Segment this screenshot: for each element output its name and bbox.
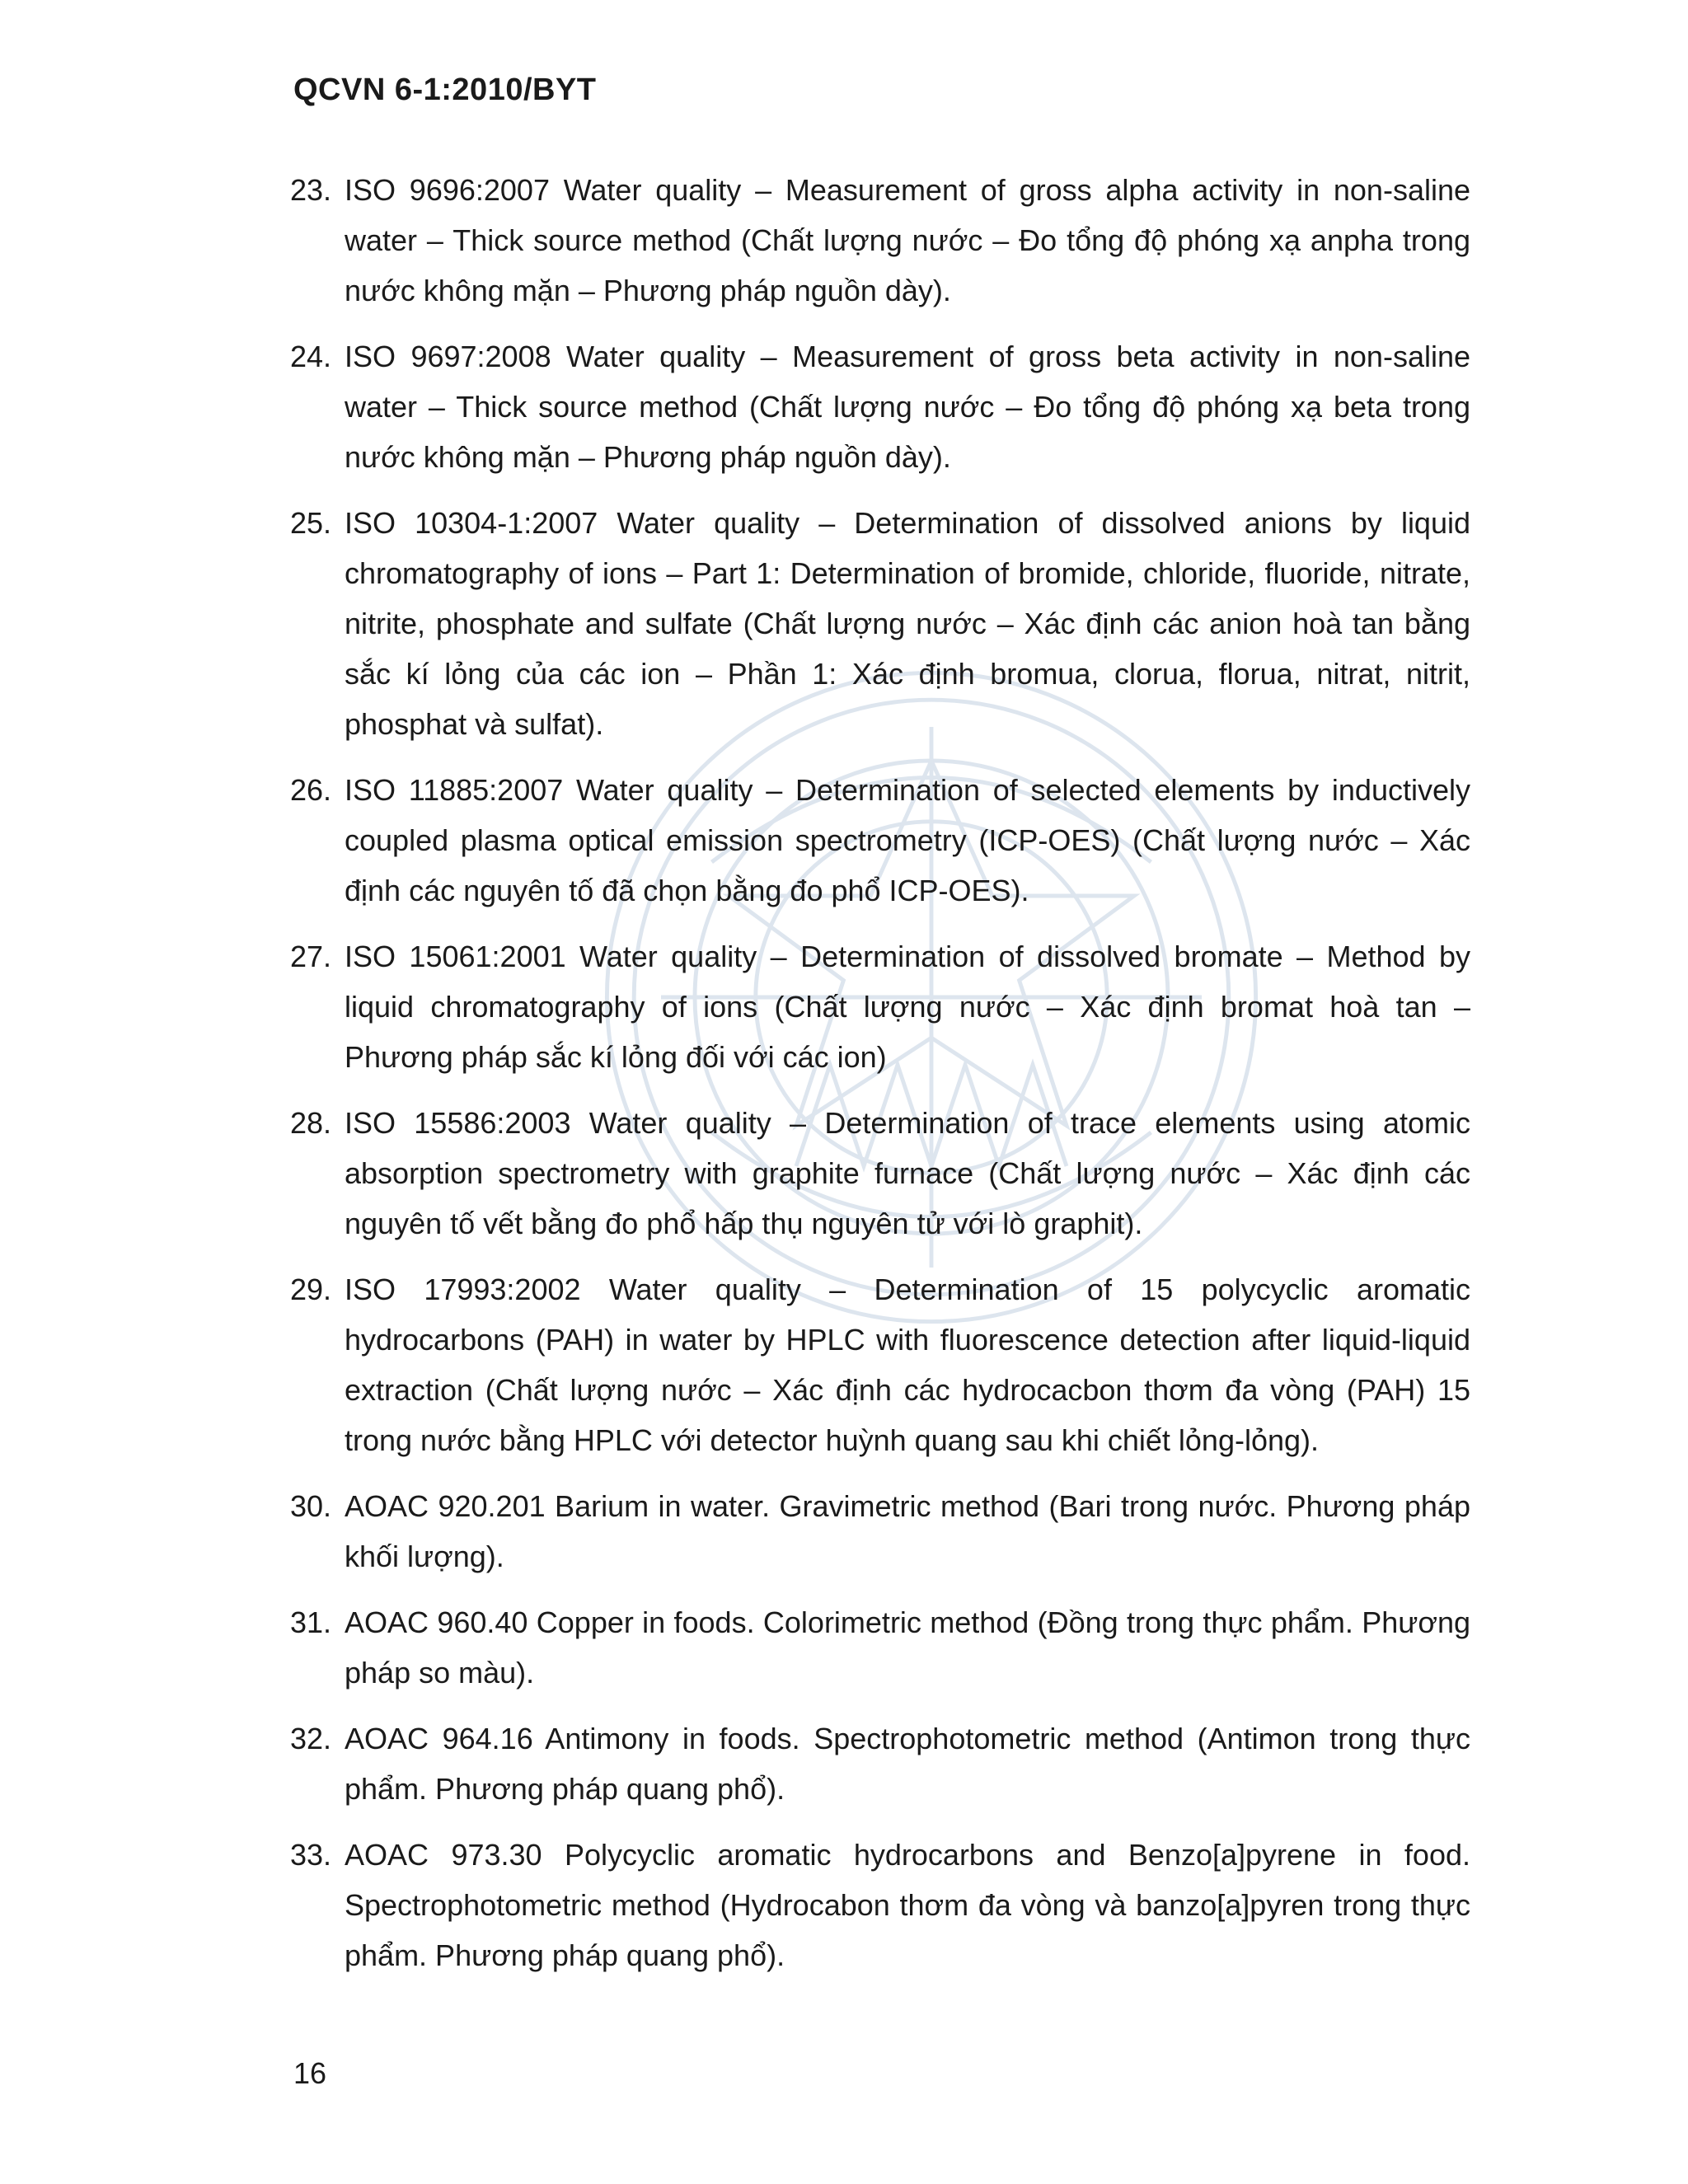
reference-item (290, 165, 1470, 316)
reference-item (290, 1597, 1470, 1698)
reference-text: ISO 15586:2003 Water quality – Determination of trace elements using atomic absorption spectrometry with graphite furnace (Chất lượng nước – Xác định các nguyên tố vết bằng đo phổ hấp thụ nguyên tử với lò graphit). (345, 1106, 1470, 1240)
reference-item (290, 1830, 1470, 1980)
reference-text: ISO 9696:2007 Water quality – Measurement of gross alpha activity in non-saline water – Thick source method (Chất lượng nước – Đo tổng độ phóng xạ anpha trong nước không mặn – Phương pháp nguồn dày). (345, 173, 1470, 307)
reference-text: AOAC 973.30 Polycyclic aromatic hydrocarbons and Benzo[a]pyrene in food. Spectrophotometric method (Hydrocabon thơm đa vòng và banzo[a]pyren trong thực phẩm. Phương pháp quang phổ). (345, 1838, 1470, 1972)
reference-number: 32. (290, 1722, 332, 1755)
reference-number: 33. (290, 1838, 332, 1872)
reference-text: AOAC 920.201 Barium in water. Gravimetric method (Bari trong nước. Phương pháp khối lượng). (345, 1489, 1470, 1573)
reference-text: ISO 9697:2008 Water quality – Measurement of gross beta activity in non-saline water – Thick source method (Chất lượng nước – Đo tổng độ phóng xạ beta trong nước không mặn – Phương pháp nguồn dày). (345, 340, 1470, 474)
reference-number: 28. (290, 1106, 332, 1140)
reference-number: 29. (290, 1272, 332, 1306)
reference-text: ISO 17993:2002 Water quality – Determination of 15 polycyclic aromatic hydrocarbons (PAH) in water by HPLC with fluorescence detection after liquid-liquid extraction (Chất lượng nước – Xác định các hydrocacbon thơm đa vòng (PAH) 15 trong nước bằng HPLC với detector huỳnh quang sau khi chiết lỏng-lỏng). (345, 1272, 1470, 1457)
reference-number: 25. (290, 506, 332, 540)
reference-text: ISO 15061:2001 Water quality – Determination of dissolved bromate – Method by liquid chromatography of ions (Chất lượng nước – Xác định bromat hoà tan – Phương pháp sắc kí lỏng đối với các ion) (345, 940, 1470, 1074)
reference-text: AOAC 960.40 Copper in foods. Colorimetric method (Đồng trong thực phẩm. Phương pháp so màu). (345, 1605, 1470, 1690)
reference-number: 24. (290, 340, 332, 373)
reference-item (290, 498, 1470, 749)
reference-number: 30. (290, 1489, 332, 1523)
reference-number: 23. (290, 173, 332, 207)
reference-item (290, 765, 1470, 916)
reference-number: 26. (290, 773, 332, 807)
reference-item (290, 1713, 1470, 1814)
reference-item (290, 1264, 1470, 1465)
reference-number: 27. (290, 940, 332, 973)
page-header-title: QCVN 6-1:2010/BYT (293, 73, 597, 107)
reference-item (290, 331, 1470, 482)
reference-number: 31. (290, 1605, 332, 1639)
reference-item (290, 1098, 1470, 1249)
reference-item (290, 931, 1470, 1082)
reference-text: ISO 11885:2007 Water quality – Determination of selected elements by inductively coupled plasma optical emission spectrometry (ICP-OES) (Chất lượng nước – Xác định các nguyên tố đã chọn bằng đo phổ ICP-OES). (345, 773, 1470, 907)
reference-list (290, 165, 1470, 1996)
reference-item (290, 1481, 1470, 1582)
reference-text: ISO 10304-1:2007 Water quality – Determination of dissolved anions by liquid chromatography of ions – Part 1: Determination of bromide, chloride, fluoride, nitrate, nitrite, phosphate and sulfate (Chất lượng nước – Xác định các anion hoà tan bằng sắc kí lỏng của các ion – Phần 1: Xác định bromua, clorua, florua, nitrat, nitrit, phosphat và sulfat). (345, 506, 1470, 741)
reference-text: AOAC 964.16 Antimony in foods. Spectrophotometric method (Antimon trong thực phẩm. Phương pháp quang phổ). (345, 1722, 1470, 1806)
page-number: 16 (293, 2056, 327, 2090)
